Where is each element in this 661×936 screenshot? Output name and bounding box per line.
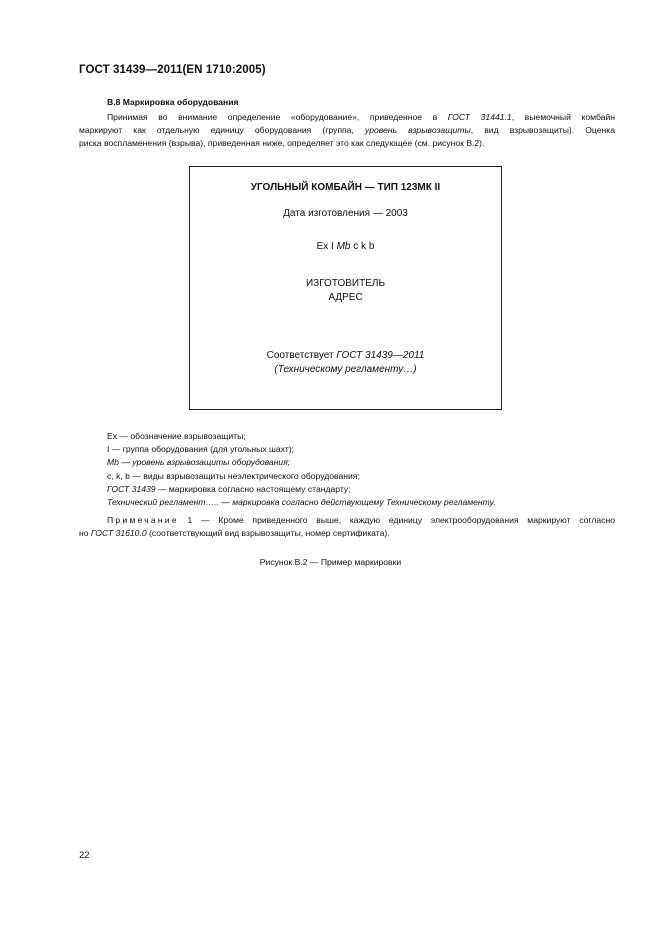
- label-title: УГОЛЬНЫЙ КОМБАЙН — ТИП 123МК II: [250, 182, 441, 193]
- label-conformity-prefix: Соответствует: [266, 350, 337, 361]
- legend-item-text: — маркировка согласно настоящему стандарту;: [155, 483, 351, 494]
- p1-standard-ref: ГОСТ 31441.1: [447, 112, 512, 122]
- label-regulation-text: (Техническому регламенту…): [274, 364, 417, 375]
- legend-standard-ref: ГОСТ 31439: [107, 483, 156, 494]
- note-line-1: [79, 514, 615, 527]
- label-address: АДРЕС: [328, 292, 363, 303]
- label-conformity-ref: ГОСТ 31439—2011: [336, 350, 425, 361]
- legend-item: c, k, b — виды взрывозащиты неэлектрического оборудования;: [107, 470, 360, 481]
- label-conformity: [190, 349, 501, 363]
- label-code: [190, 240, 501, 254]
- label-date: Дата изготовления — 2003: [283, 208, 408, 219]
- legend-list: [107, 430, 496, 509]
- paragraph-line-2: [79, 124, 615, 138]
- paragraph-line-1: [79, 111, 615, 125]
- figure-caption: Рисунок В.2 — Пример маркировки: [259, 557, 402, 567]
- p1-text-c: маркируют как отдельную единицу оборудования (группа,: [79, 125, 365, 135]
- note-standard-ref: ГОСТ 31610.0: [90, 528, 147, 539]
- legend-item-text: Технический регламент….. — маркировка согласно действующему Техническому регламенту.: [107, 497, 496, 508]
- note-line-2: [79, 527, 615, 540]
- page-number: 22: [79, 850, 90, 861]
- legend-item-text: Mb — уровень взрывозащиты оборудования;: [107, 457, 291, 468]
- p1-text-a: Принимая во внимание определение «оборудование», приведенное в: [107, 112, 448, 122]
- note-text-cont: но: [79, 528, 91, 539]
- label-code-prefix: Ex I: [316, 241, 337, 252]
- marking-label-box: [189, 166, 502, 410]
- note-text-end: (соответствующий вид взрывозащиты, номер сертификата).: [146, 528, 390, 539]
- p1-italic-term: уровень взрывозащиты: [364, 125, 471, 135]
- label-code-level: Mb: [336, 241, 351, 252]
- legend-item: [107, 496, 496, 509]
- paragraph-line-3: риска воспламенения (взрыва), приведенная ниже, определяет это как следующее (см. рисунок В.2).: [79, 138, 485, 148]
- note-label: Примечание: [107, 515, 179, 525]
- document-header: ГОСТ 31439—2011(EN 1710:2005): [79, 64, 266, 76]
- legend-item: Ex — обозначение взрывозащиты;: [107, 431, 246, 441]
- label-code-suffix: c k b: [350, 241, 375, 252]
- legend-item: [107, 483, 496, 496]
- legend-item: I — группа оборудования (для угольных шахт);: [107, 444, 295, 455]
- label-regulation: [190, 363, 501, 377]
- legend-item: [107, 456, 496, 469]
- p1-text-b: , выемочный комбайн: [511, 112, 615, 122]
- note: [79, 514, 615, 540]
- label-manufacturer: ИЗГОТОВИТЕЛЬ: [305, 278, 386, 289]
- p1-text-d: , вид взрывозащиты). Оценка: [470, 125, 615, 135]
- note-text: 1 — Кроме приведенного выше, каждую единицу электрооборудования маркируют согласно: [178, 515, 615, 525]
- section-title: В.8 Маркировка оборудования: [107, 97, 239, 107]
